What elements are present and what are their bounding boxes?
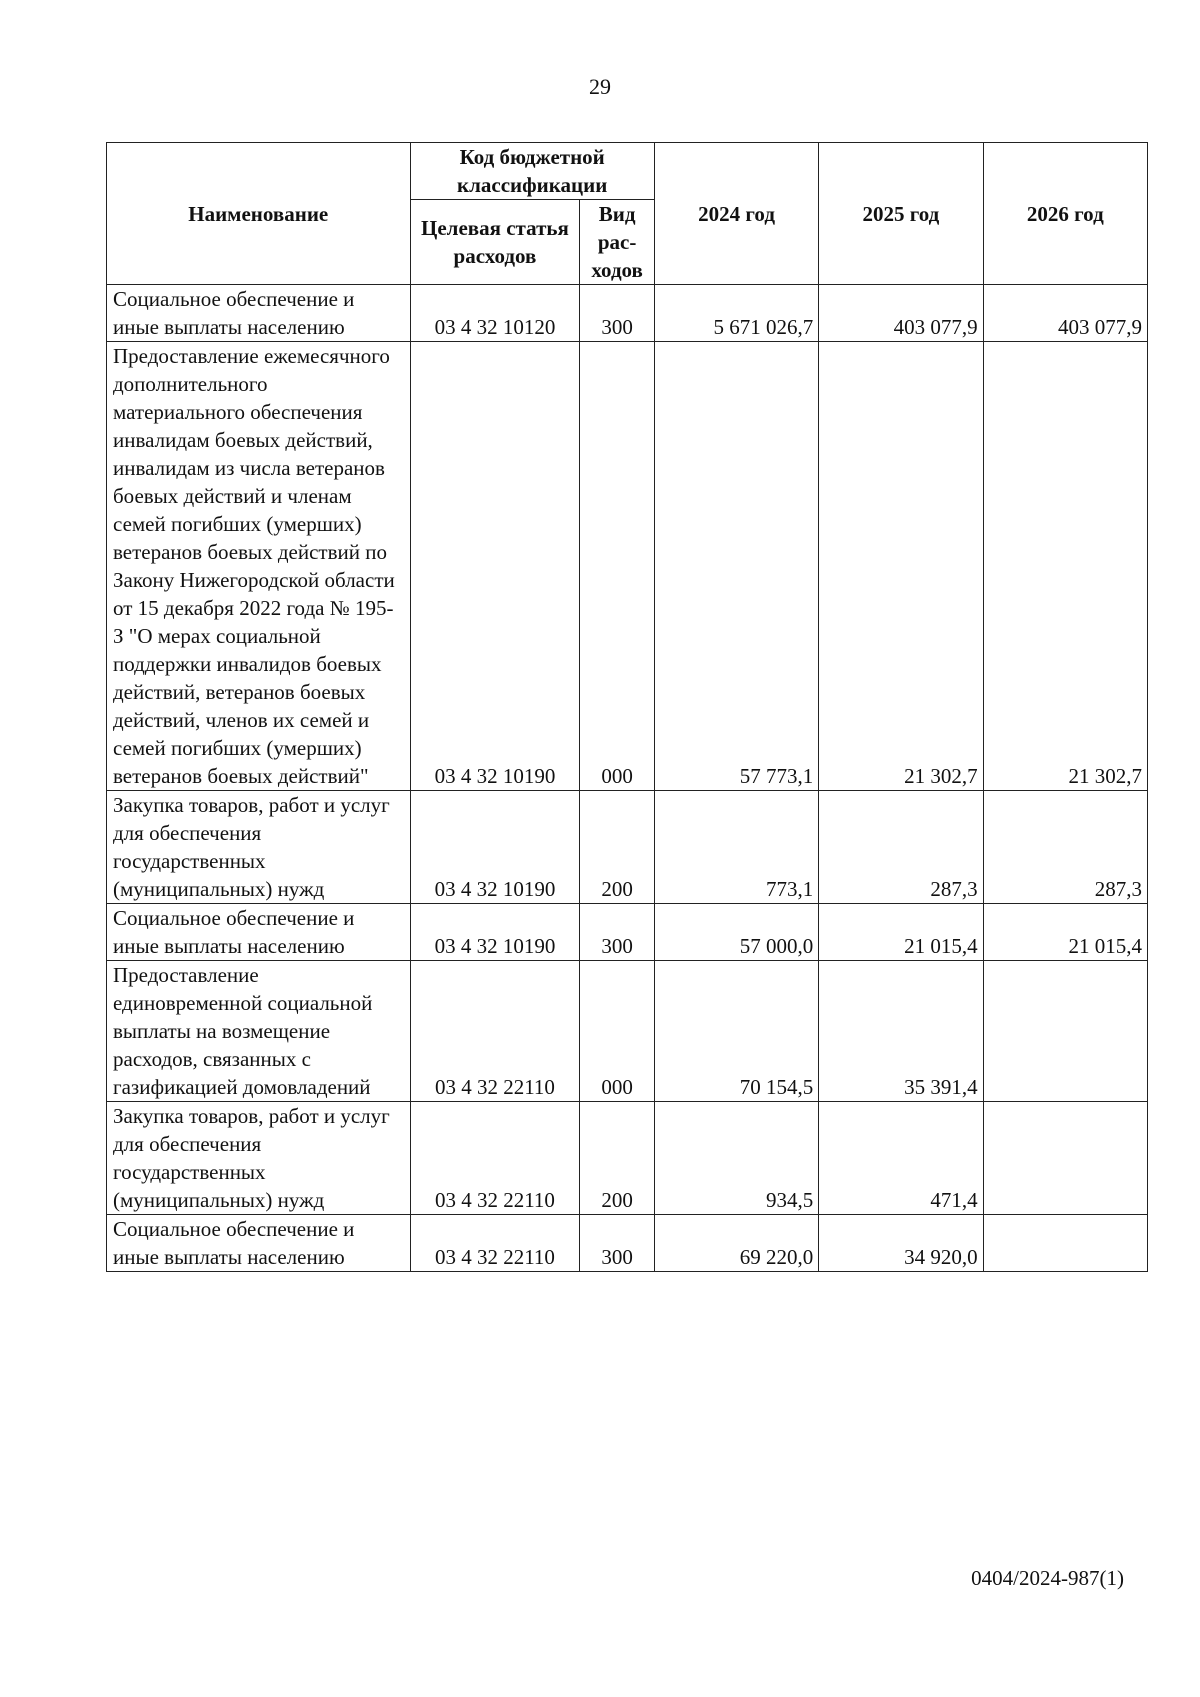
budget-table [106, 142, 1148, 1272]
row-name: Предоставление единовременной социальной выплаты на возмещение расходов, связанных с газификацией домовладений [107, 961, 411, 1102]
row-value-2025: 21 302,7 [819, 342, 983, 791]
row-value-2024: 57 000,0 [654, 904, 818, 961]
row-target-article: 03 4 32 22110 [410, 1215, 580, 1272]
row-target-article: 03 4 32 10190 [410, 791, 580, 904]
document-number: 0404/2024-987(1) [971, 1566, 1124, 1590]
header-2026: 2026 год [983, 143, 1147, 285]
row-value-2026: 287,3 [983, 791, 1147, 904]
table-row [107, 791, 1148, 904]
row-value-2024: 934,5 [654, 1102, 818, 1215]
row-value-2025: 403 077,9 [819, 285, 983, 342]
table-row [107, 1215, 1148, 1272]
row-value-2026: 403 077,9 [983, 285, 1147, 342]
table-row [107, 285, 1148, 342]
row-value-2025: 35 391,4 [819, 961, 983, 1102]
header-name: Наименование [107, 143, 411, 285]
row-expense-type: 200 [580, 791, 655, 904]
row-value-2024: 57 773,1 [654, 342, 818, 791]
row-name: Закупка товаров, работ и услуг для обеспечения государственных (муниципальных) нужд [107, 1102, 411, 1215]
header-target-article: Целевая статья расходов [410, 200, 580, 285]
table-row [107, 1102, 1148, 1215]
row-name: Социальное обеспечение и иные выплаты населению [107, 1215, 411, 1272]
header-budget-code: Код бюджетной классификации [410, 143, 654, 200]
row-value-2026 [983, 1102, 1147, 1215]
page-number: 29 [589, 74, 611, 99]
table-body [107, 285, 1148, 1272]
row-value-2026: 21 302,7 [983, 342, 1147, 791]
row-expense-type: 000 [580, 342, 655, 791]
header-2025: 2025 год [819, 143, 983, 285]
row-value-2026 [983, 1215, 1147, 1272]
row-expense-type: 200 [580, 1102, 655, 1215]
row-target-article: 03 4 32 10190 [410, 342, 580, 791]
row-target-article: 03 4 32 10190 [410, 904, 580, 961]
row-value-2024: 70 154,5 [654, 961, 818, 1102]
row-expense-type: 300 [580, 904, 655, 961]
header-expense-type: Вид рас-ходов [580, 200, 655, 285]
row-value-2024: 5 671 026,7 [654, 285, 818, 342]
row-value-2025: 21 015,4 [819, 904, 983, 961]
row-value-2025: 34 920,0 [819, 1215, 983, 1272]
row-target-article: 03 4 32 22110 [410, 961, 580, 1102]
table-row [107, 342, 1148, 791]
row-target-article: 03 4 32 10120 [410, 285, 580, 342]
row-value-2024: 69 220,0 [654, 1215, 818, 1272]
table-row [107, 961, 1148, 1102]
row-value-2024: 773,1 [654, 791, 818, 904]
row-expense-type: 000 [580, 961, 655, 1102]
row-expense-type: 300 [580, 1215, 655, 1272]
row-name: Предоставление ежемесячного дополнительного материального обеспечения инвалидам боевых действий, инвалидам из числа ветеранов боевых действий и членам семей погибших (умерших) ветеранов боевых действий по Закону Нижегородской области от 15 декабря 2022 года № 195-З "О мерах социальной поддержки инвалидов боевых действий, ветеранов боевых действий, членов их семей и семей погибших (умерших) ветеранов боевых действий" [107, 342, 411, 791]
row-target-article: 03 4 32 22110 [410, 1102, 580, 1215]
row-name: Социальное обеспечение и иные выплаты населению [107, 904, 411, 961]
row-name: Закупка товаров, работ и услуг для обеспечения государственных (муниципальных) нужд [107, 791, 411, 904]
table-row [107, 904, 1148, 961]
row-value-2026: 21 015,4 [983, 904, 1147, 961]
header-2024: 2024 год [654, 143, 818, 285]
row-value-2026 [983, 961, 1147, 1102]
row-value-2025: 287,3 [819, 791, 983, 904]
row-value-2025: 471,4 [819, 1102, 983, 1215]
table-header-row [107, 143, 1148, 200]
row-expense-type: 300 [580, 285, 655, 342]
row-name: Социальное обеспечение и иные выплаты населению [107, 285, 411, 342]
